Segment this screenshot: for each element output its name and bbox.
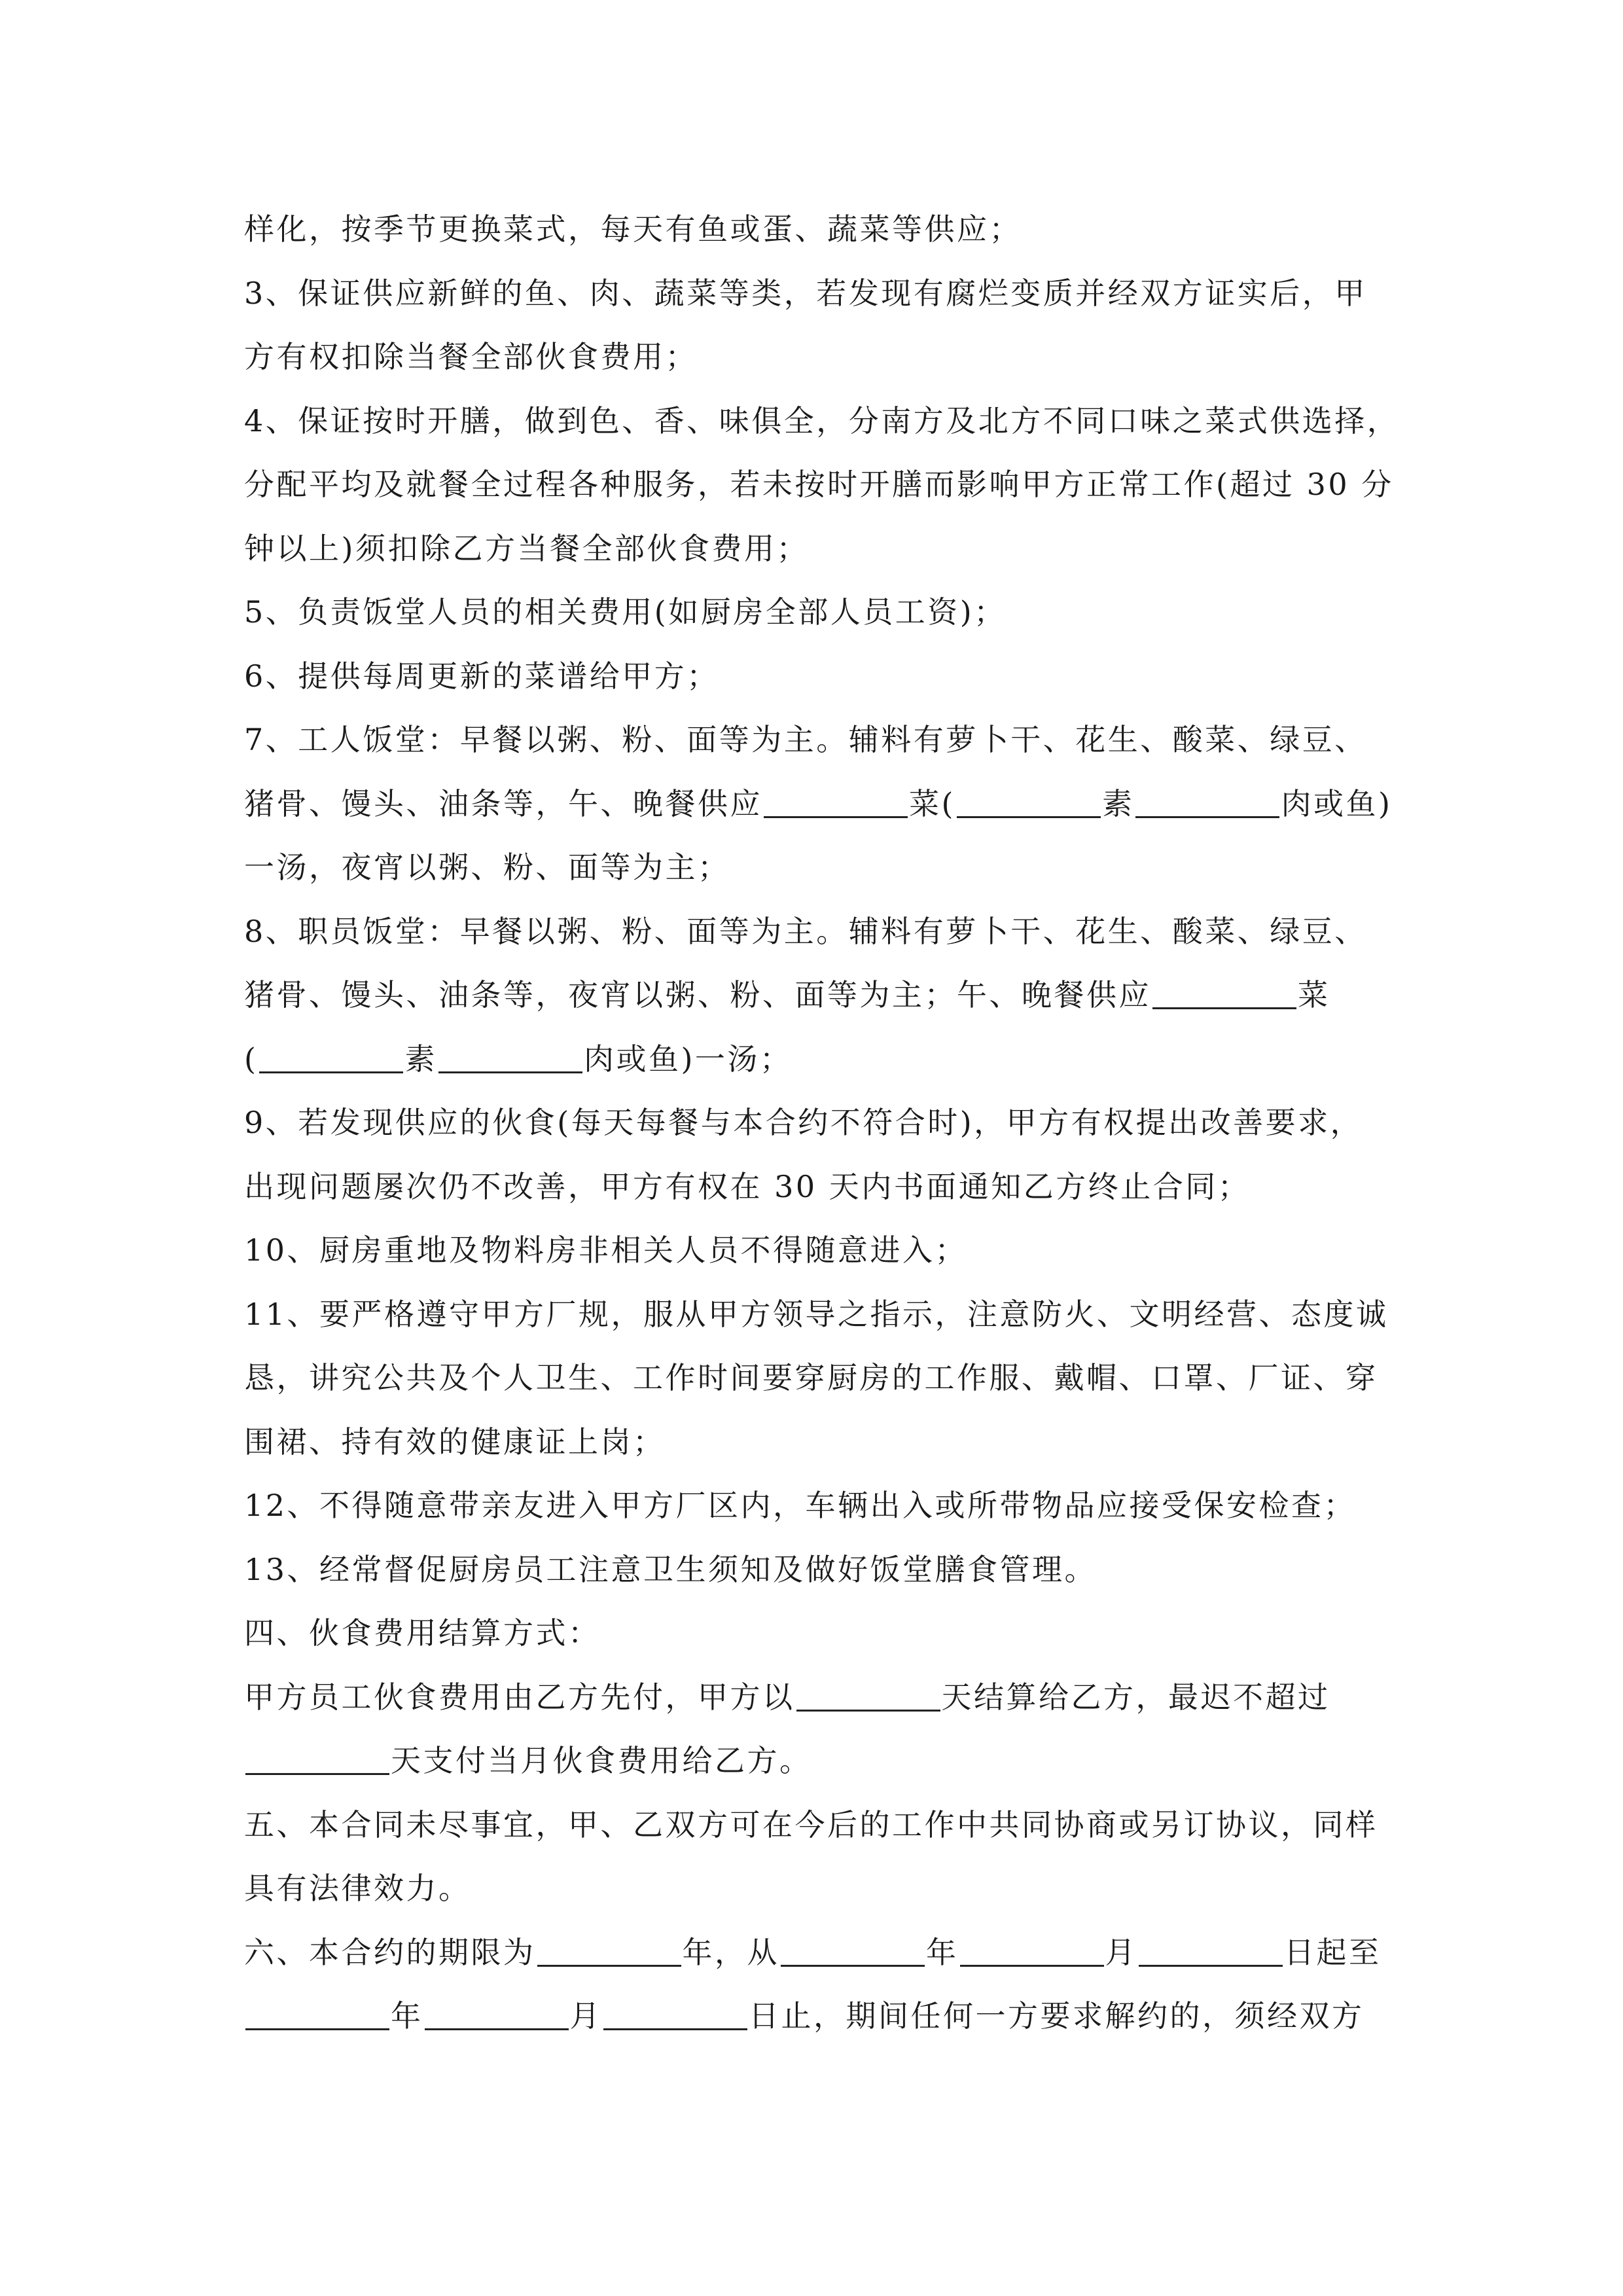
text-line [244,1155,1386,1219]
line-content [244,850,730,885]
text-segment: 菜( [909,785,955,821]
line-content [244,1297,1389,1332]
line-content [244,1871,471,1906]
line-content [244,977,1330,1013]
fill-in-blank[interactable] [245,1998,389,2030]
line-content [244,276,1367,311]
fill-in-blank[interactable] [781,1935,925,1967]
text-segment: 12、不得随意带亲友进入甲方厂区内，车辆出入或所带物品应接受保安检查； [244,1488,1357,1523]
text-line [244,645,1386,709]
text-segment: 月 [569,1998,602,2034]
text-segment: 日止，期间任何一方要求解约的，须经双方 [749,1998,1364,2034]
fill-in-blank[interactable] [1135,786,1279,818]
line-content [244,1169,1250,1204]
text-line [244,1793,1386,1857]
text-line [244,1219,1386,1283]
line-content [244,1041,792,1077]
line-content [244,531,809,566]
text-line [244,1984,1386,2049]
text-segment: 菜 [1298,977,1330,1013]
text-segment: 日起至 [1284,1934,1382,1970]
text-segment: 10、厨房重地及物料房非相关人员不得随意进入； [244,1232,968,1268]
fill-in-blank[interactable] [438,1041,582,1073]
line-content [244,1360,1378,1395]
line-content [244,1105,1363,1140]
text-line [244,453,1394,517]
text-line [244,1538,1386,1602]
text-line [244,581,1386,645]
text-segment: 5、负责饭堂人员的相关费用(如厨房全部人员工资)； [244,594,1007,630]
line-content [244,1935,1382,1970]
text-segment: 方有权扣除当餐全部伙食费用； [244,339,698,374]
text-segment: 素 [404,1041,437,1077]
line-content [244,1615,601,1651]
fill-in-blank[interactable] [1139,1935,1283,1967]
text-line [244,963,1386,1028]
text-segment: 钟以上)须扣除乙方当餐全部伙食费用； [244,530,809,566]
fill-in-blank[interactable] [425,1998,569,2030]
text-line [244,1346,1386,1410]
text-line [244,1091,1386,1155]
line-content [244,914,1367,949]
fill-in-blank[interactable] [957,786,1101,818]
fill-in-blank[interactable] [796,1679,940,1712]
text-segment: 肉或鱼) [1281,785,1393,821]
text-segment: 出现问题屡次仍不改善，甲方有权在 30 天内书面通知乙方终止合同； [244,1168,1251,1204]
text-segment: 甲方员工伙食费用由乙方先付，甲方以 [244,1679,795,1715]
fill-in-blank[interactable] [245,1743,389,1775]
line-content [244,403,1399,439]
text-line [244,517,1386,581]
text-segment: 天结算给乙方，最迟不超过 [941,1679,1330,1715]
line-content [244,786,1392,821]
text-line [244,325,1386,389]
text-line [244,389,1400,454]
line-content [244,1488,1356,1523]
line-content [244,594,1007,630]
text-line [244,772,1393,836]
fill-in-blank[interactable] [764,786,908,818]
fill-in-blank[interactable] [1152,977,1296,1009]
text-segment: 8、职员饭堂：早餐以粥、粉、面等为主。辅料有萝卜干、花生、酸菜、绿豆、 [244,913,1367,949]
text-segment: 9、若发现供应的伙食(每天每餐与本合约不符合时)，甲方有权提出改善要求， [244,1105,1363,1140]
text-segment: 素 [1101,785,1135,821]
text-segment: 六、本合约的期限为 [244,1934,536,1970]
text-segment: 围裙、持有效的健康证上岗； [244,1424,666,1460]
text-line [244,1921,1386,1985]
line-content [244,1807,1378,1842]
line-content [244,467,1394,502]
text-segment: 样化，按季节更换菜式，每天有鱼或蛋、蔬菜等供应； [244,211,1022,247]
text-line [244,1410,1386,1475]
text-segment: 年 [926,1934,959,1970]
fill-in-blank[interactable] [603,1998,747,2030]
text-line [244,262,1386,326]
line-content [244,1679,1330,1715]
text-segment: 年 [391,1998,423,2034]
text-segment: 分配平均及就餐全过程各种服务，若未按时开膳而影响甲方正常工作(超过 30 分 [244,467,1394,502]
line-content [244,1424,666,1460]
line-content [244,1998,1364,2034]
text-segment: 年，从 [682,1934,779,1970]
text-segment: 天支付当月伙食费用给乙方。 [391,1743,812,1778]
text-segment: 肉或鱼)一汤； [583,1041,793,1077]
text-segment: 7、工人饭堂：早餐以粥、粉、面等为主。辅料有萝卜干、花生、酸菜、绿豆、 [244,722,1367,757]
text-segment: 11、要严格遵守甲方厂规，服从甲方领导之指示，注意防火、文明经营、态度诚 [244,1296,1389,1332]
text-segment: ( [244,1041,259,1077]
text-line [244,900,1386,964]
text-line [244,1283,1389,1347]
text-segment: 月 [1105,1934,1137,1970]
text-segment: 3、保证供应新鲜的鱼、肉、蔬菜等类，若发现有腐烂变质并经双方证实后，甲 [244,275,1367,311]
line-content [244,1743,812,1778]
text-line [244,1474,1386,1538]
text-segment: 13、经常督促厨房员工注意卫生须知及做好饭堂膳食管理。 [244,1551,1097,1587]
text-line [244,1666,1386,1730]
text-segment: 4、保证按时开膳，做到色、香、味俱全，分南方及北方不同口味之菜式供选择， [244,403,1400,439]
text-segment: 具有法律效力。 [244,1871,471,1906]
contract-body [244,198,1400,2049]
text-segment: 猪骨、馒头、油条等，夜宵以粥、粉、面等为主；午、晚餐供应 [244,977,1151,1013]
line-content [244,1552,1097,1587]
text-line [244,198,1386,262]
line-content [244,658,719,694]
line-content [244,339,698,374]
text-line [244,1857,1386,1921]
text-segment: 一汤，夜宵以粥、粉、面等为主； [244,850,730,885]
line-content [244,722,1367,757]
line-content [244,211,1022,247]
text-segment: 恳，讲究公共及个人卫生、工作时间要穿厨房的工作服、戴帽、口罩、厂证、穿 [244,1360,1378,1395]
text-line [244,1602,1386,1666]
text-segment: 猪骨、馒头、油条等，午、晚餐供应 [244,785,762,821]
text-segment: 四、伙食费用结算方式： [244,1615,601,1651]
fill-in-blank[interactable] [259,1041,403,1073]
fill-in-blank[interactable] [960,1935,1104,1967]
text-line [244,1028,1386,1092]
text-segment: 6、提供每周更新的菜谱给甲方； [244,658,719,694]
line-content [244,1232,967,1268]
text-segment: 五、本合同未尽事宜，甲、乙双方可在今后的工作中共同协商或另订协议，同样 [244,1806,1378,1842]
fill-in-blank[interactable] [537,1935,681,1967]
text-line [244,836,1386,900]
text-line [244,1729,1386,1793]
text-line [244,708,1386,772]
